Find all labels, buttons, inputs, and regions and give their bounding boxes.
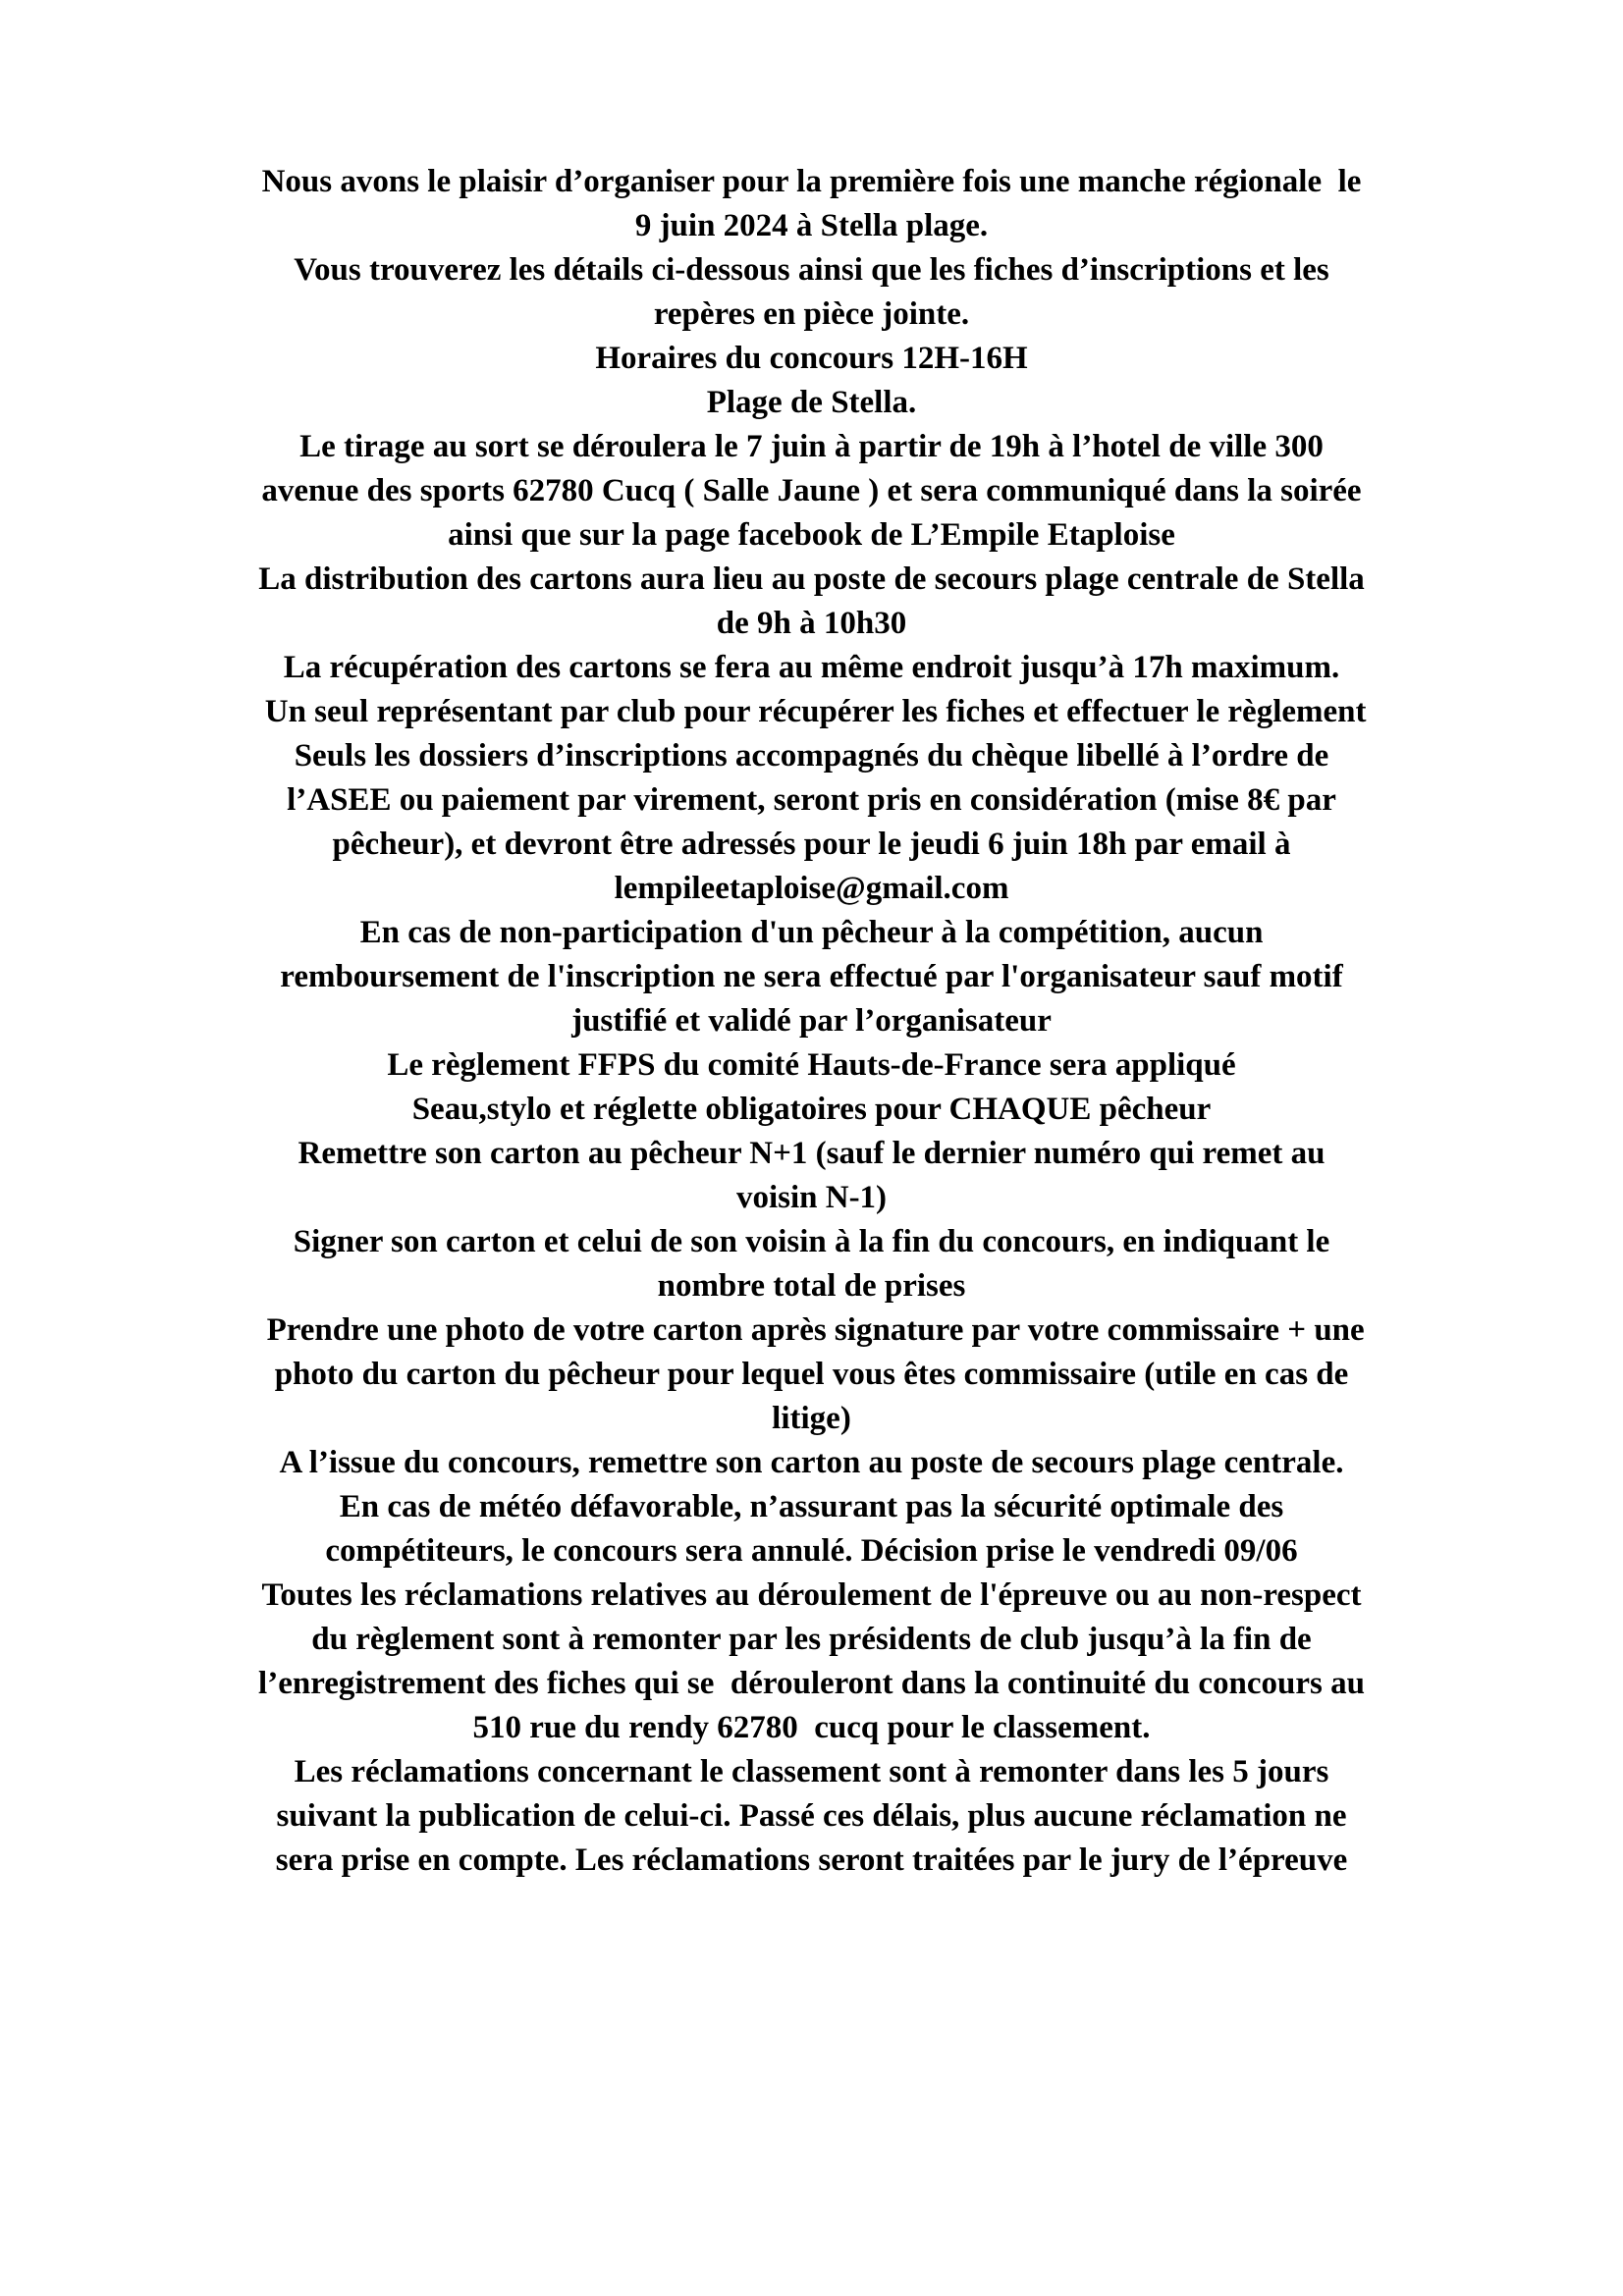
complaints-line: 510 rue du rendy 62780 cucq pour le classement. <box>472 1710 1151 1745</box>
intro-line: Vous trouverez les détails ci-dessous ainsi que les fiches d’inscriptions et les <box>294 252 1329 288</box>
registration-line: pêcheur), et devront être adressés pour le jeudi 6 juin 18h par email à <box>332 827 1291 862</box>
photo-line: photo du carton du pêcheur pour lequel vous êtes commissaire (utile en cas de <box>274 1357 1349 1392</box>
recovery-line: La récupération des cartons se fera au même endroit jusqu’à 17h maximum. <box>283 650 1340 685</box>
intro-line: Nous avons le plaisir d’organiser pour la première fois une manche régionale le <box>261 164 1362 199</box>
complaints-line: Toutes les réclamations relatives au déroulement de l'épreuve ou au non-respect <box>261 1577 1362 1613</box>
photo-line: litige) <box>772 1401 851 1436</box>
weather-line: compétiteurs, le concours sera annulé. Décision prise le vendredi 09/06 <box>325 1533 1298 1569</box>
weather-line: En cas de météo défavorable, n’assurant pas la sécurité optimale des <box>339 1489 1284 1524</box>
intro-line: 9 juin 2024 à Stella plage. <box>634 208 989 243</box>
ranking-complaints-line: Les réclamations concernant le classement sont à remonter dans les 5 jours <box>294 1754 1329 1789</box>
rules-line: Le règlement FFPS du comité Hauts-de-France sera appliqué <box>387 1047 1236 1083</box>
representative-line: Un seul représentant par club pour récupérer les fiches et effectuer le règlement <box>256 694 1367 729</box>
draw-info-line: ainsi que sur la page facebook de L’Empile Etaploise <box>448 517 1175 553</box>
ranking-complaints-line: sera prise en compte. Les réclamations seront traitées par le jury de l’épreuve <box>275 1842 1348 1878</box>
draw-info-line: Le tirage au sort se déroulera le 7 juin à partir de 19h à l’hotel de ville 300 <box>299 429 1324 464</box>
photo-line: Prendre une photo de votre carton après signature par votre commissaire + une <box>258 1312 1365 1348</box>
complaints-line: l’enregistrement des fiches qui se dérouleront dans la continuité du concours au <box>258 1666 1365 1701</box>
distribution-line: La distribution des cartons aura lieu au poste de secours plage centrale de Stella <box>258 561 1365 597</box>
location-line: Plage de Stella. <box>706 385 917 420</box>
signature-line: Signer son carton et celui de son voisin à la fin du concours, en indiquant le <box>293 1224 1330 1259</box>
distribution-line: de 9h à 10h30 <box>716 606 907 641</box>
equipment-line: Seau,stylo et réglette obligatoires pour CHAQUE pêcheur <box>411 1092 1212 1127</box>
registration-line: l’ASEE ou paiement par virement, seront pris en considération (mise 8€ par <box>287 782 1336 818</box>
card-return-line: A l’issue du concours, remettre son carton au poste de secours plage centrale. <box>279 1445 1344 1480</box>
signature-line: nombre total de prises <box>657 1268 966 1304</box>
refund-policy-line: remboursement de l'inscription ne sera effectué par l'organisateur sauf motif <box>280 959 1343 994</box>
complaints-line: du règlement sont à remonter par les présidents de club jusqu’à la fin de <box>311 1622 1312 1657</box>
refund-policy-line: justifié et validé par l’organisateur <box>571 1003 1052 1039</box>
document-body <box>0 160 1623 1883</box>
refund-policy-line: En cas de non-participation d'un pêcheur à la compétition, aucun <box>359 915 1264 950</box>
card-handover-line: voisin N-1) <box>735 1180 888 1215</box>
card-handover-line: Remettre son carton au pêcheur N+1 (sauf le dernier numéro qui remet au <box>298 1136 1325 1171</box>
registration-line: Seuls les dossiers d’inscriptions accompagnés du chèque libellé à l’ordre de <box>294 738 1329 774</box>
schedule-line: Horaires du concours 12H-16H <box>595 341 1028 376</box>
intro-line: repères en pièce jointe. <box>653 296 970 332</box>
draw-info-line: avenue des sports 62780 Cucq ( Salle Jaune ) et sera communiqué dans la soirée <box>261 473 1362 508</box>
ranking-complaints-line: suivant la publication de celui-ci. Passé ces délais, plus aucune réclamation ne <box>276 1798 1347 1834</box>
contact-email: lempileetaploise@gmail.com <box>614 871 1009 906</box>
